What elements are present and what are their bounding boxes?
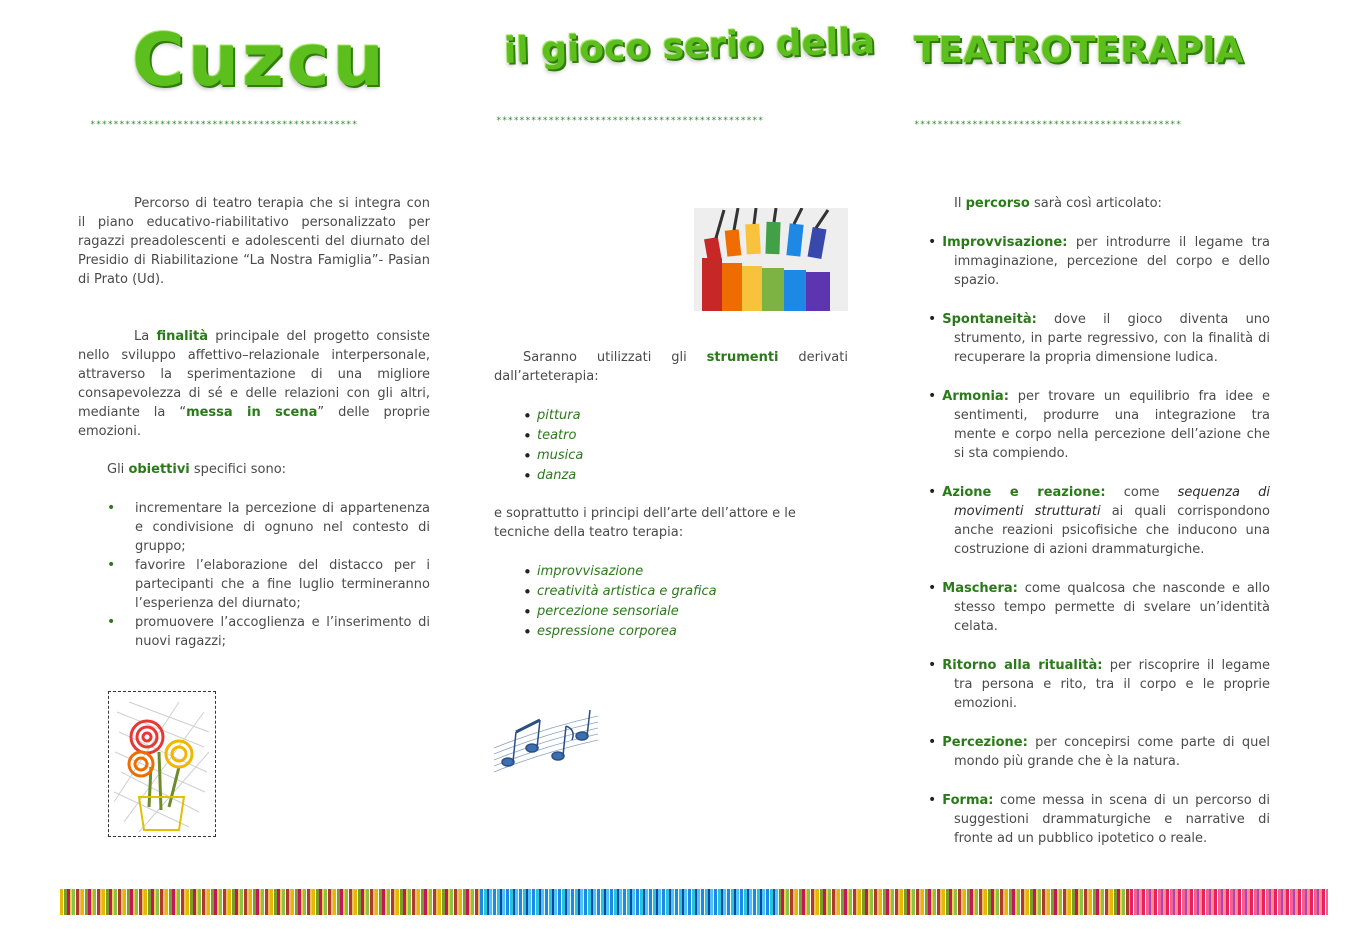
stars-divider-3: ********************************************** [914,120,1182,130]
art-item: • musica [523,446,723,466]
column-1 [78,0,430,880]
title-teatroterapia: TEATROTERAPIA [914,30,1244,71]
technique-item: • creatività artistica e grafica [523,582,823,602]
decorative-stripe-pink [1130,889,1328,915]
arts-list [523,406,723,486]
goal-item: • favorire l’elaborazione del distacco per i partecipanti che a fine luglio termineranno l’esperienza del diurnato; [107,556,430,613]
intro-paragraph: Percorso di teatro terapia che si integra con il piano educativo-riabilitativo personalizzato per ragazzi preadolescenti e adolescenti del diurnato del Presidio di Riabilitazione “La Nostra Famiglia”- Pasian di Prato (Ud). [78,196,430,287]
art-item: • teatro [523,426,723,446]
techniques-list [523,562,823,642]
strumenti-paragraph: Saranno utilizzati gli strumenti derivati dall’arteterapia: [494,350,848,384]
percorso-item-maschera: • Maschera: come qualcosa che nasconde e allo stesso tempo permette di svelare un’identità celata. [928,580,1270,634]
finalita-paragraph: La finalità principale del progetto consiste nello sviluppo affettivo–relazionale interpersonale, attraverso la sperimentazione di una migliore consapevolezza di sé e delle relazioni con gli altri, mediante la “messa in scena” delle proprie emozioni. [78,329,431,439]
column-3 [914,0,1270,880]
title-gioco-serio: il gioco serio della [503,21,876,72]
art-item: • danza [523,466,723,486]
percorso-item-forma: • Forma: come messa in scena di un percorso di suggestioni drammaturgiche e narrative di fronte ad un pubblico ipotetico o reale. [928,792,1270,846]
technique-item: • percezione sensoriale [523,602,823,622]
title-cuzcu: Cuzcu [132,18,387,102]
technique-item: • espressione corporea [523,622,823,642]
technique-item: • improvvisazione [523,562,823,582]
percorso-heading: Il percorso sarà così articolato: [954,196,1162,211]
obiettivi-heading: Gli obiettivi specifici sono: [107,462,287,477]
flowers-drawing-icon [108,691,216,837]
stars-divider-2: ********************************************** [496,116,764,126]
stars-divider-1: ********************************************** [90,120,358,130]
goal-item: • incrementare la percezione di appartenenza e condivisione di ognuno nel contesto di gruppo; [107,499,430,556]
column-2 [494,0,876,880]
percorso-list [914,233,1270,868]
percorso-item-armonia: • Armonia: per trovare un equilibrio fra idee e sentimenti, produrre una integrazione tra mente e corpo nella percezione dell’azione che si sta compiendo. [928,388,1270,461]
percorso-item-improvvisazione: • Improvvisazione: per introdurre il legame tra immaginazione, percezione del corpo e dello spazio. [928,234,1270,288]
art-item: • pittura [523,406,723,426]
percorso-item-ritualita: • Ritorno alla ritualità: per riscoprire il legame tra persona e rito, tra il corpo e le proprie emozioni. [928,657,1270,711]
decorative-stripe-blue [480,889,780,915]
principi-paragraph: e soprattutto i principi dell’arte dell’attore e le tecniche della teatro terapia: [494,506,796,540]
goals-list [107,499,430,651]
percorso-item-spontaneita: • Spontaneità: dove il gioco diventa uno strumento, in parte regressivo, con la finalità di recuperare la propria dimensione ludica. [928,311,1270,365]
music-notes-icon [494,708,598,788]
paintbrushes-icon [694,208,848,311]
percorso-item-azione-reazione: • Azione e reazione: come sequenza di movimenti strutturati ai quali corrispondono anche reazioni psicofisiche che inducono una costruzione di azioni drammaturgiche. [928,484,1270,557]
goal-item: • promuovere l’accoglienza e l’inserimento di nuovi ragazzi; [107,613,430,651]
percorso-item-percezione: • Percezione: per concepirsi come parte di quel mondo più grande che è la natura. [928,734,1270,769]
